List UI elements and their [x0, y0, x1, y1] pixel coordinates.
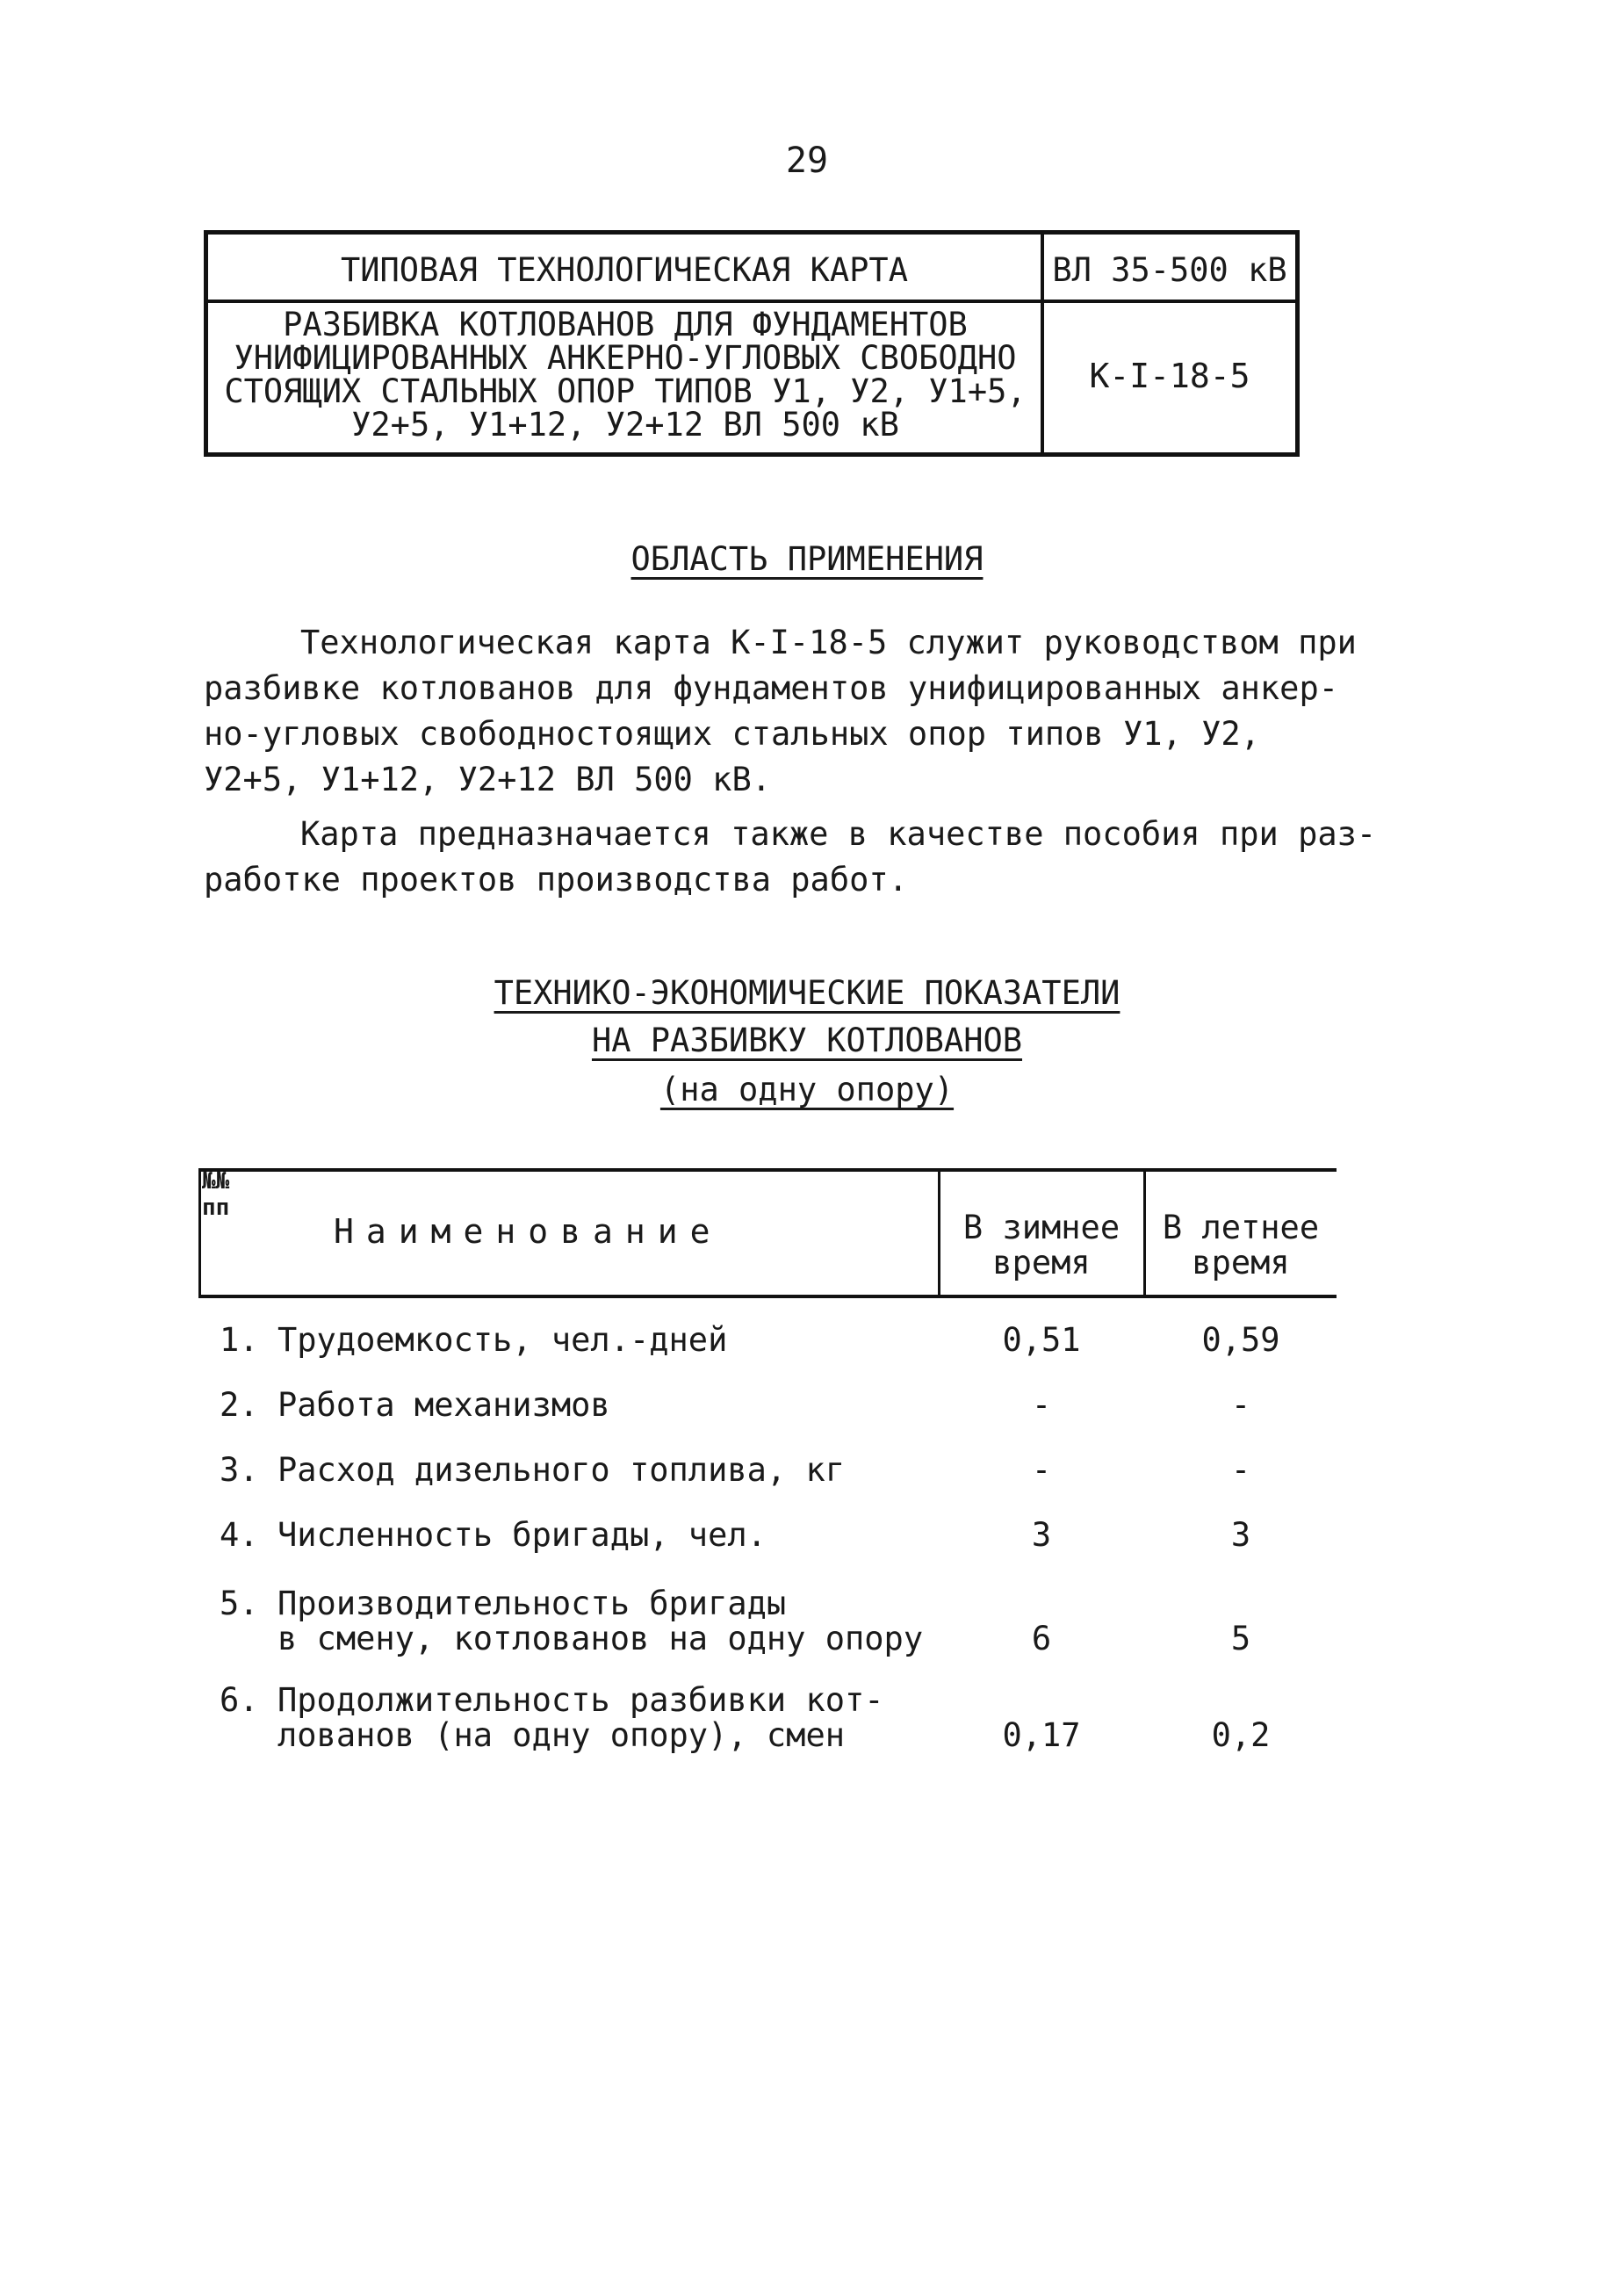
scope-paragraph-1 — [204, 620, 1380, 803]
column-header-line: В летнее — [1162, 1209, 1320, 1246]
row-name-line: Производительность бригады — [277, 1585, 787, 1622]
row-name: Трудоемкость, чел.-дней — [277, 1321, 728, 1359]
row-name — [277, 1683, 945, 1753]
paragraph-line: разбивке котлованов для фундаментов унифицированных анкер- — [204, 669, 1339, 707]
card-subject — [217, 308, 1034, 442]
paragraph-line-text: Карта предназначается также в качестве пособия при раз- — [300, 815, 1377, 853]
column-header-summer — [1145, 1210, 1337, 1281]
indicators-heading-text: ТЕХНИКО-ЭКОНОМИЧЕСКИЕ ПОКАЗАТЕЛИ — [494, 974, 1120, 1012]
paragraph-line-text: Технологическая карта К-I-18-5 служит руководством при — [300, 624, 1357, 661]
row-name-line: лованов (на одну опору), смен — [277, 1716, 846, 1754]
card-code: К-I-18-5 — [1089, 357, 1250, 395]
scope-heading — [0, 538, 1614, 581]
card-subject-line: УНИФИЦИРОВАННЫХ АНКЕРНО-УГЛОВЫХ СВОБОДНО — [234, 339, 1017, 377]
paragraph-line: работке проектов производства работ. — [204, 861, 908, 899]
column-header-line: №№ — [202, 1168, 230, 1195]
row-summer-value: - — [1230, 1386, 1251, 1424]
row-name: Численность бригады, чел. — [277, 1516, 767, 1554]
row-winter-value: 0,51 — [1002, 1321, 1081, 1359]
card-type-title: ТИПОВАЯ ТЕХНОЛОГИЧЕСКАЯ КАРТА — [340, 251, 908, 289]
paragraph-line — [204, 812, 1380, 857]
column-header-line: В зимнее — [962, 1209, 1120, 1246]
indicators-heading-line-1 — [0, 971, 1614, 1015]
card-subject-line: СТОЯЩИХ СТАЛЬНЫХ ОПОР ТИПОВ У1, У2, У1+5, — [224, 372, 1027, 410]
column-header-name: Наименование — [334, 1212, 723, 1251]
paragraph-line — [204, 620, 1380, 666]
indicators-heading-text: НА РАЗБИВКУ КОТЛОВАНОВ — [591, 1022, 1023, 1059]
card-subject-line: РАЗБИВКА КОТЛОВАНОВ ДЛЯ ФУНДАМЕНТОВ — [283, 306, 968, 343]
row-number: 4. — [220, 1516, 259, 1554]
row-winter-value: 3 — [1031, 1516, 1052, 1554]
row-summer-value: 0,2 — [1211, 1716, 1271, 1754]
row-number: 2. — [220, 1386, 259, 1424]
row-name-line: Продолжительность разбивки кот- — [277, 1681, 884, 1719]
voltage-class: ВЛ 35-500 кВ — [1052, 251, 1287, 289]
title-block — [204, 230, 1300, 457]
column-header-line: пп — [202, 1195, 230, 1221]
column-header-line: время — [1192, 1244, 1290, 1282]
row-winter-value: 0,17 — [1002, 1716, 1081, 1754]
table-rule — [198, 1168, 201, 1298]
row-winter-value: 6 — [1031, 1620, 1052, 1657]
paragraph-line: но-угловых свободностоящих стальных опор типов У1, У2, — [204, 715, 1260, 753]
card-subject-line: У2+5, У1+12, У2+12 ВЛ 500 кВ — [351, 406, 899, 444]
row-summer-value: 5 — [1230, 1620, 1251, 1657]
row-summer-value: - — [1230, 1451, 1251, 1489]
row-winter-value: - — [1031, 1451, 1052, 1489]
row-summer-value: 0,59 — [1201, 1321, 1280, 1359]
row-number: 3. — [220, 1451, 259, 1489]
row-name — [277, 1586, 945, 1657]
table-rule — [198, 1295, 1337, 1298]
indicators-heading-line-2 — [0, 1019, 1614, 1063]
column-header-winter — [940, 1210, 1143, 1281]
column-header-line: время — [992, 1244, 1091, 1282]
paragraph-line: У2+5, У1+12, У2+12 ВЛ 500 кВ. — [204, 761, 772, 798]
row-number: 5. — [220, 1585, 259, 1622]
indicators-heading-line-3 — [0, 1068, 1614, 1112]
row-name: Расход дизельного топлива, кг — [277, 1451, 846, 1489]
row-number: 1. — [220, 1321, 259, 1359]
scope-heading-text: ОБЛАСТЬ ПРИМЕНЕНИЯ — [630, 540, 984, 578]
row-winter-value: - — [1031, 1386, 1052, 1424]
page-number: 29 — [785, 141, 829, 181]
scope-paragraph-2 — [204, 812, 1380, 903]
row-name: Работа механизмов — [277, 1386, 610, 1424]
row-number: 6. — [220, 1681, 259, 1719]
column-header-number — [202, 1168, 229, 1221]
table-rule — [198, 1168, 1337, 1172]
indicators-heading-text: (на одну опору) — [659, 1071, 955, 1108]
row-summer-value: 3 — [1230, 1516, 1251, 1554]
row-name-line: в смену, котлованов на одну опору — [277, 1620, 924, 1657]
